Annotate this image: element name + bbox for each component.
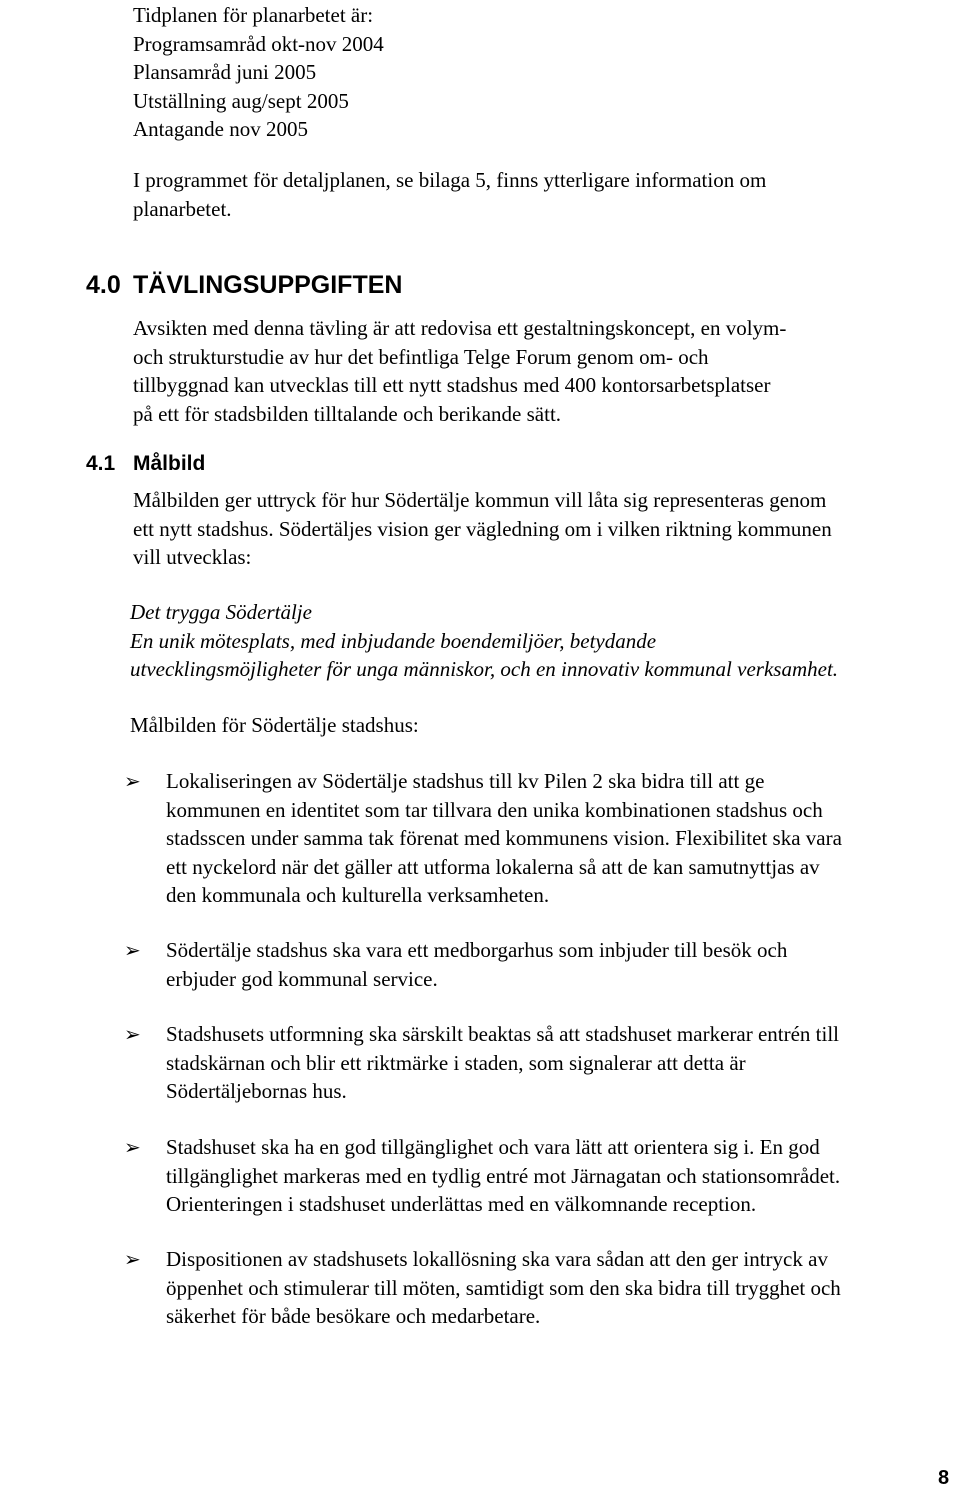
- paragraph-line: planarbetet.: [133, 196, 232, 221]
- paragraph-line: Målbilden ger uttryck för hur Södertälje kommun vill låta sig representeras genom: [133, 488, 827, 512]
- section-number: 4.0: [86, 271, 121, 299]
- timeline-line: Antagande nov 2005: [133, 117, 308, 141]
- arrowhead-bullet-icon: ➢: [124, 1135, 141, 1159]
- bullet-line: Södertälje stadshus ska vara ett medborgarhus som inbjuder till besök och: [166, 938, 788, 962]
- paragraph-line: ett nytt stadshus. Södertäljes vision ger vägledning om i vilken riktning kommunen: [133, 516, 832, 541]
- bullet-line: Stadshuset ska ha en god tillgänglighet och vara lätt att orientera sig i. En god: [166, 1135, 820, 1159]
- paragraph-line: I programmet för detaljplanen, se bilaga 5, finns ytterligare information om: [133, 168, 767, 192]
- bullet-line: stadsscen under samma tak förenat med kommunens vision. Flexibilitet ska vara: [166, 826, 842, 850]
- paragraph-line: vill utvecklas:: [133, 545, 252, 569]
- bullet-line: Dispositionen av stadshusets lokallösning ska vara sådan att den ger intryck av: [166, 1247, 828, 1271]
- paragraph-line: Avsikten med denna tävling är att redovisa ett gestaltningskoncept, en volym-: [133, 316, 787, 340]
- paragraph-line: och strukturstudie av hur det befintliga Telge Forum genom om- och: [133, 344, 709, 369]
- paragraph-line: på ett för stadsbilden tilltalande och berikande sätt.: [133, 401, 562, 426]
- section-4-body: [133, 314, 953, 428]
- timeline-line: Utställning aug/sept 2005: [133, 88, 349, 113]
- bullet-line: tillgänglighet markeras med en tydlig entré mot Järnagatan och stationsområdet.: [166, 1163, 841, 1188]
- section-4-1-body: [133, 486, 953, 572]
- program-note: [133, 166, 953, 223]
- section-title: TÄVLINGSUPPGIFTEN: [133, 271, 403, 299]
- subsection-title: Målbild: [133, 452, 206, 475]
- goal-intro: Målbilden för Södertälje stadshus:: [130, 713, 419, 737]
- arrowhead-bullet-icon: ➢: [124, 769, 141, 793]
- arrowhead-bullet-icon: ➢: [124, 1247, 141, 1271]
- timeline-block: [133, 1, 953, 144]
- bullet-line: Stadshusets utformning ska särskilt beaktas så att stadshuset markerar entrén till: [166, 1022, 840, 1046]
- bullet-line: Södertäljebornas hus.: [166, 1079, 347, 1103]
- bullet-line: erbjuder god kommunal service.: [166, 966, 438, 991]
- subsection-number: 4.1: [86, 452, 116, 475]
- vision-statement: [130, 598, 950, 684]
- bullet-line: säkerhet för både besökare och medarbetare.: [166, 1304, 541, 1328]
- timeline-line: Programsamråd okt-nov 2004: [133, 31, 384, 56]
- bullet-line: kommunen en identitet som tar tillvara den unika kombinationen stadshus och: [166, 797, 823, 822]
- page-number: 8: [938, 1467, 950, 1489]
- bullet-line: öppenhet och stimulerar till möten, samtidigt som den ska bidra till trygghet och: [166, 1275, 841, 1300]
- bullet-line: stadskärnan och blir ett riktmärke i staden, som signalerar att detta är: [166, 1050, 746, 1075]
- vision-line: utvecklingsmöjligheter för unga människor, och en innovativ kommunal verksamhet.: [130, 657, 839, 681]
- bullet-line: Orienteringen i stadshuset underlättas med en välkomnande reception.: [166, 1192, 757, 1216]
- vision-line: En unik mötesplats, med inbjudande boendemiljöer, betydande: [130, 628, 657, 653]
- timeline-line: Tidplanen för planarbetet är:: [133, 3, 374, 27]
- bullet-line: ett nyckelord när det gäller att utforma lokalerna så att de kan samutnyttjas av: [166, 854, 820, 879]
- bullet-line: Lokaliseringen av Södertälje stadshus till kv Pilen 2 ska bidra till att ge: [166, 769, 765, 793]
- vision-line: Det trygga Södertälje: [130, 600, 312, 624]
- arrowhead-bullet-icon: ➢: [124, 1022, 141, 1046]
- bullet-line: den kommunala och kulturella verksamheten.: [166, 883, 550, 907]
- timeline-line: Plansamråd juni 2005: [133, 60, 317, 84]
- paragraph-line: tillbyggnad kan utvecklas till ett nytt stadshus med 400 kontorsarbetsplatser: [133, 373, 771, 397]
- arrowhead-bullet-icon: ➢: [124, 938, 141, 962]
